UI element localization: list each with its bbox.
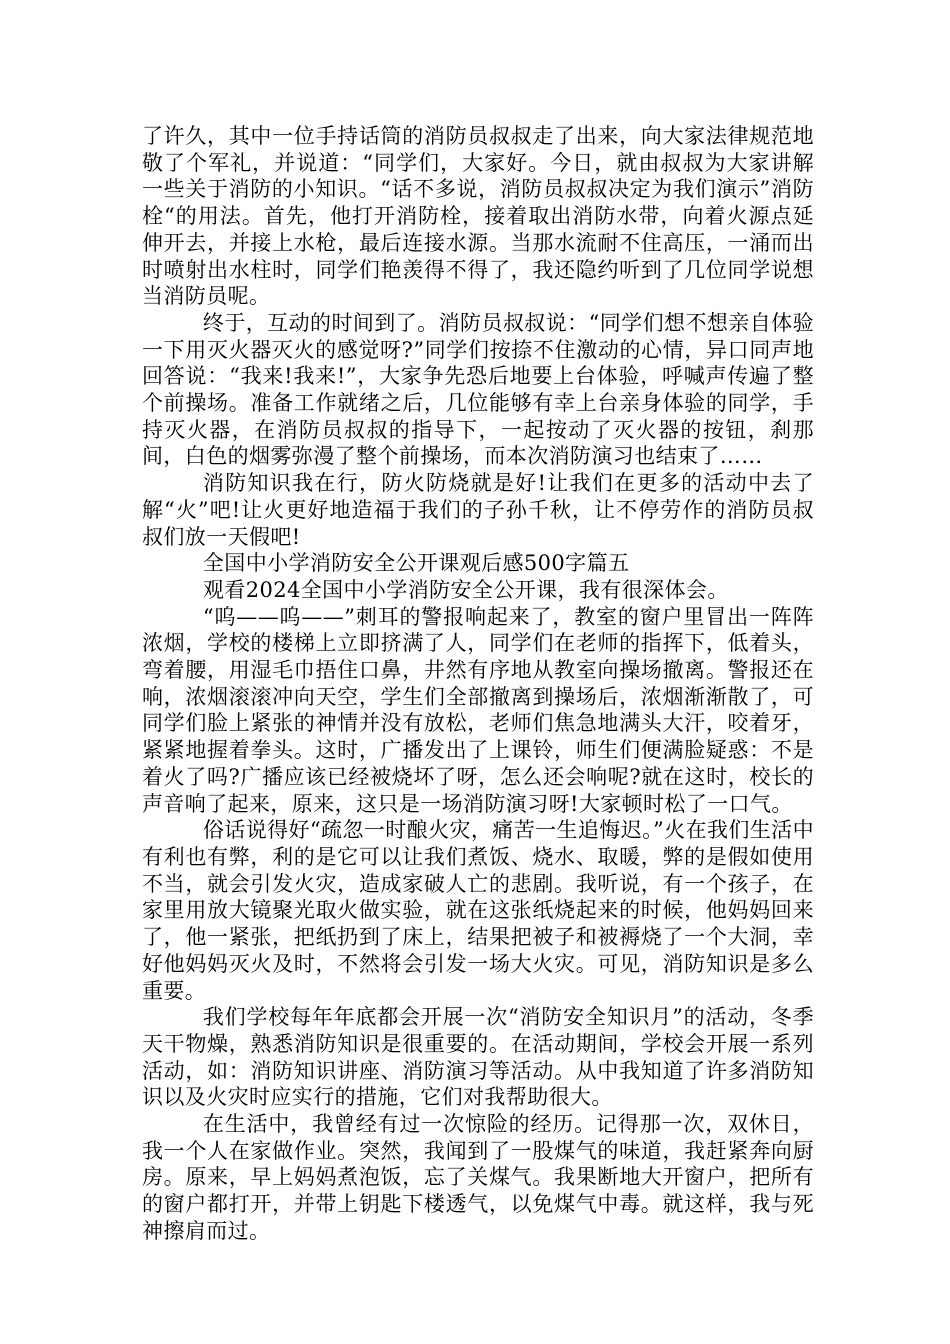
- paragraph: 观看2024全国中小学消防安全公开课，我有很深体会。: [202, 577, 729, 602]
- paragraph: 了许久，其中一位手持话筒的消防员叔叔走了出来，向大家法律规范地敬了个军礼，并说道：“同学们，大家好。今日，就由叔叔为大家讲解一些关于消防的小知识。“话不多说，消防员叔叔决定为我们演示”消防栓“的用法。首先，他打开消防栓，接着取出消防水带，向着火源点延伸开去，并接上水枪，最后连接水源。当那水流耐不住高压，一涌而出时喷射出水柱时，同学们艳羡得不得了，我还隐约听到了几位同学说想当消防员呢。: [142, 124, 814, 309]
- paragraph: 在生活中，我曾经有过一次惊险的经历。记得那一次，双休日，我一个人在家做作业。突然，我闻到了一股煤气的味道，我赶紧奔向厨房。原来，早上妈妈煮泡饭，忘了关煤气。我果断地大开窗户，把所有的窗户都打开，并带上钥匙下楼透气，以免煤气中毒。就这样，我与死神擦肩而过。: [142, 1112, 814, 1243]
- paragraph: “呜——呜——”刺耳的警报响起来了，教室的窗户里冒出一阵阵浓烟，学校的楼梯上立即挤满了人，同学们在老师的指挥下，低着头，弯着腰，用湿毛巾捂住口鼻，井然有序地从教室向操场撤离。警报还在响，浓烟滚滚冲向天空，学生们全部撤离到操场后，浓烟渐渐散了，可同学们脸上紧张的神情并没有放松，老师们焦急地满头大汗，咬着牙，紧紧地握着拳头。这时，广播发出了上课铃，师生们便满脸疑惑：不是着火了吗?广播应该已经被烧坏了呀，怎么还会响呢?就在这时，校长的声音响了起来，原来，这只是一场消防演习呀!大家顿时松了一口气。: [142, 604, 814, 816]
- paragraph: 我们学校每年年底都会开展一次“消防安全知识月”的活动，冬季天干物燥，熟悉消防知识是很重要的。在活动期间，学校会开展一系列活动，如：消防知识讲座、消防演习等活动。从中我知道了许多消防知识以及火灾时应实行的措施，它们对我帮助很大。: [142, 1005, 814, 1110]
- paragraph: 终于，互动的时间到了。消防员叔叔说：“同学们想不想亲自体验一下用灭火器灭火的感觉呀?”同学们按捺不住激动的心情，异口同声地回答说：“我来!我来!”，大家争先恐后地要上台体验，呼喊声传遍了整个前操场。准备工作就绪之后，几位能够有幸上台亲身体验的同学，手持灭火器，在消防员叔叔的指导下，一起按动了灭火器的按钮，刹那间，白色的烟雾弥漫了整个前操场，而本次消防演习也结束了……: [142, 310, 814, 469]
- paragraph: 消防知识我在行，防火防烧就是好!让我们在更多的活动中去了解“火”吧!让火更好地造福于我们的子孙千秋，让不停劳作的消防员叔叔们放一天假吧!: [142, 471, 814, 549]
- paragraph: 俗话说得好“疏忽一时酿火灾，痛苦一生追悔迟。”火在我们生活中有利也有弊，利的是它可以让我们煮饭、烧水、取暖，弊的是假如使用不当，就会引发火灾，造成家破人亡的悲剧。我听说，有一个孩子，在家里用放大镜聚光取火做实验，就在这张纸烧起来的时候，他妈妈回来了，他一紧张，把纸扔到了床上，结果把被子和被褥烧了一个大洞，幸好他妈妈灭火及时，不然将会引发一场大火灾。可见，消防知识是多么重要。: [142, 818, 814, 1003]
- section-heading: 全国中小学消防安全公开课观后感500字篇五: [202, 551, 630, 576]
- document-body: [142, 123, 814, 1245]
